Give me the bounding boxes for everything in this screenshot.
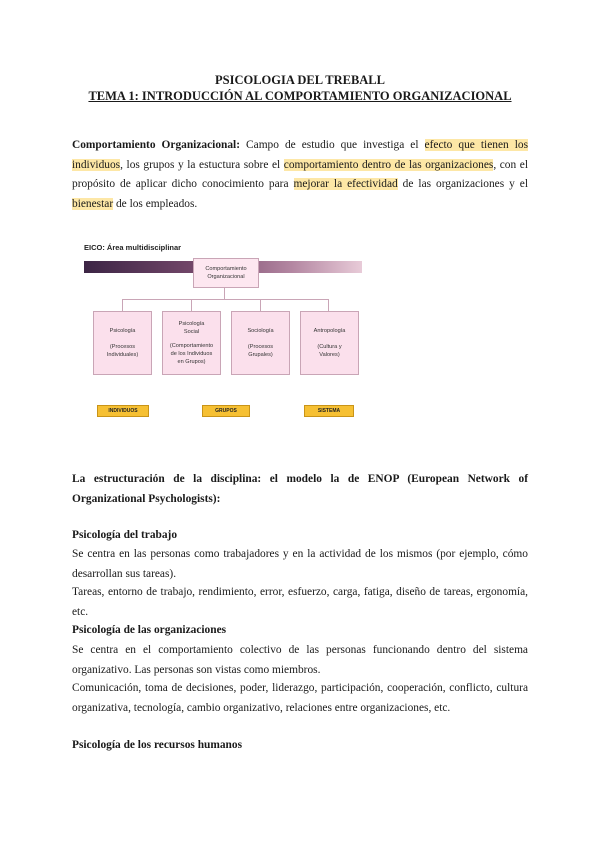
topic-title: TEMA 1: INTRODUCCIÓN AL COMPORTAMIENTO ORGANIZACIONAL [88,89,512,103]
intro-text-5: de los empleados. [113,197,198,210]
discipline-desc: Valores) [319,352,340,358]
multidisciplinary-diagram [84,243,366,421]
discipline-desc: Grupales) [248,352,273,358]
discipline-name: Psicología Social [178,321,205,335]
level-tag-groups: GRUPOS [202,405,250,417]
section-title-work: Psicología del trabajo [72,529,178,541]
discipline-box-psychology [93,311,152,375]
discipline-name: Psicología [109,328,136,334]
root-line-1: Comportamiento [205,266,247,272]
discipline-name: Antropología [313,328,346,334]
section-title-organizations: Psicología de las organizaciones [72,624,227,636]
connector-horizontal [122,299,328,300]
title-block [0,72,600,104]
diagram-root-box [193,258,259,288]
connector-drop-4 [328,299,329,311]
root-line-2: Organizacional [207,274,245,280]
section-work-p1: Se centra en las personas como trabajadores y en la actividad de los mismos (por ejemplo, cómo desarrollan sus tareas). [72,548,528,580]
discipline-desc: (Procesos [109,344,136,350]
discipline-desc: (Cultura y [317,344,342,350]
diagram-title: EICO: Área multidisciplinar [84,243,182,252]
intro-text-3: , con el propósito de aplicar dicho conocimiento para [72,158,528,190]
level-tag-system: SISTEMA [304,405,354,417]
section-org-p2: Comunicación, toma de decisiones, poder, liderazgo, participación, cooperación, conflicto, cultura organizativa, tecnología, cambio organizativo, relaciones entre organizaciones, etc. [72,682,528,714]
subject-title: PSICOLOGIA DEL TREBALL [215,73,385,87]
highlight-behaviour: comportamiento dentro de las organizaciones [283,158,494,171]
discipline-desc: (Comportamiento [169,343,214,349]
discipline-box-social-psychology [162,311,221,375]
highlight-wellbeing: bienestar [72,197,114,210]
connector-drop-2 [191,299,192,311]
discipline-box-anthropology [300,311,359,375]
section-title-hr: Psicología de los recursos humanos [72,739,243,751]
highlight-individuals: efecto que tienen los individuos [72,139,529,171]
section-org-p1: Se centra en el comportamiento colectivo de las personas funcionando dentro del sistema organizativo. Las personas son vistas como miembros. [72,644,528,676]
enop-heading: La estructuración de la disciplina: el modelo la de ENOP (European Network of Organizational Psychologists): [72,473,528,505]
intro-paragraph [72,136,528,214]
level-tag-individuals: INDIVIDUOS [97,405,149,417]
intro-text-1: Campo de estudio que investiga el [240,139,425,151]
connector-drop-1 [122,299,123,311]
connector-drop-3 [260,299,261,311]
discipline-desc: Individuales) [106,352,139,358]
intro-text-2: , los grupos y la estuctura sobre el [120,158,284,171]
intro-term: Comportamiento Organizacional: [72,139,241,151]
discipline-box-sociology [231,311,290,375]
discipline-desc: (Procesos [247,344,274,350]
highlight-effectiveness: mejorar la efectividad [293,178,398,190]
discipline-name: Sociología [247,328,274,334]
connector-vertical [224,287,225,299]
discipline-desc: de los Individuos [170,351,213,357]
intro-text-4: de las organizaciones y el [397,178,528,190]
section-work-p2: Tareas, entorno de trabajo, rendimiento, error, esfuerzo, carga, fatiga, diseño de tareas, ergonomía, etc. [72,586,528,618]
discipline-desc: en Grupos) [177,359,206,365]
